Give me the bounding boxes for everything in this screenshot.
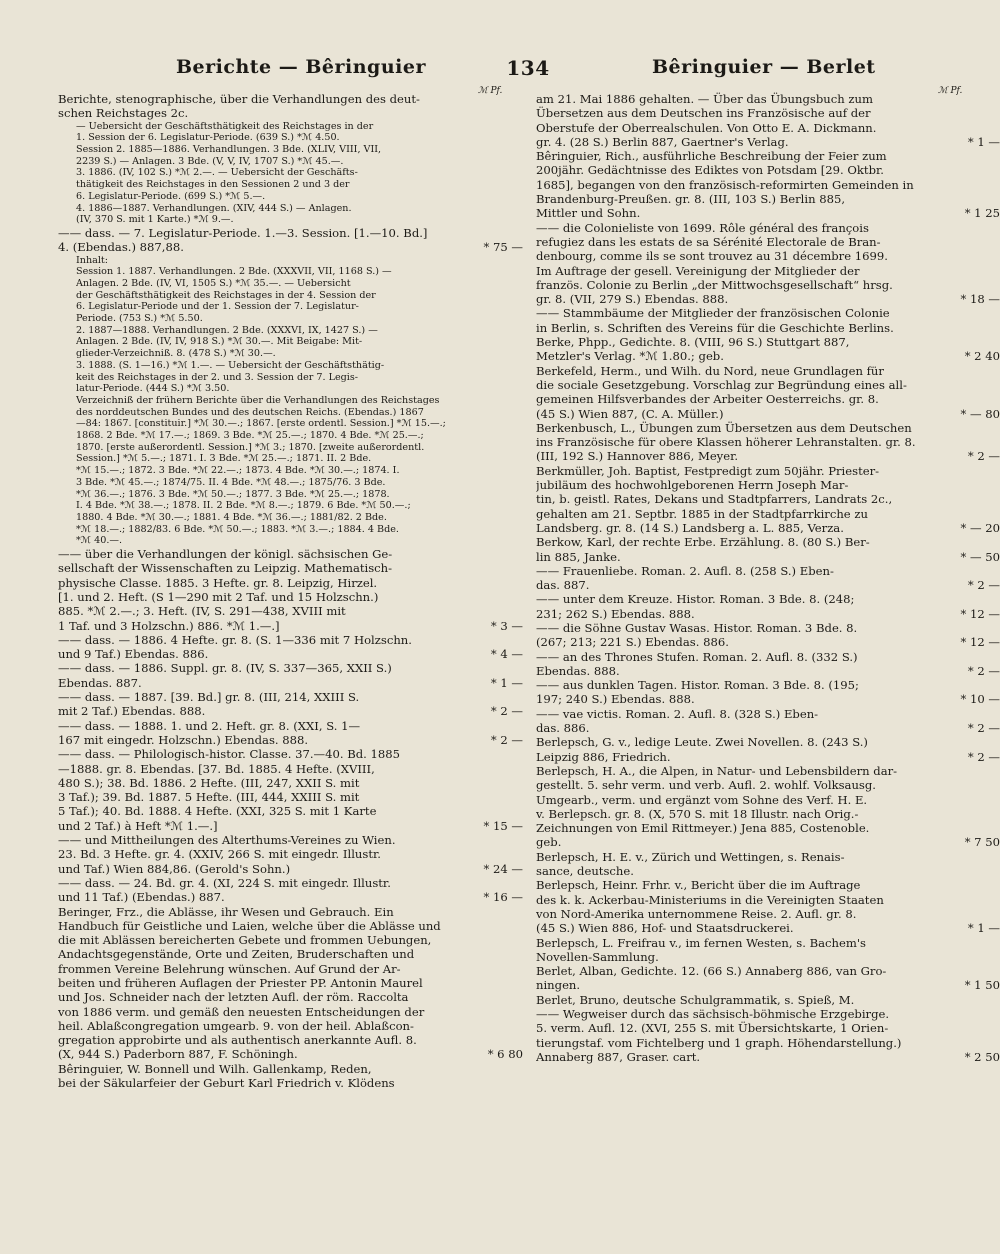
entry-line: (267; 213; 221 S.) Ebendas. 886. bbox=[536, 635, 729, 650]
entry-line: Ebendas. 887. bbox=[58, 675, 142, 690]
entry-line: 1868. 2 Bde. *ℳ 17.—.; 1869. 3 Bde. *ℳ 25.—.; 1870. 4 Bde. *ℳ 25.—.; bbox=[76, 430, 424, 442]
price: * 75 — bbox=[483, 240, 523, 255]
entry-line: lin 885, Janke. bbox=[536, 549, 621, 564]
entry-line: —— und Mittheilungen des Alterthums-Vereines zu Wien. bbox=[58, 833, 396, 848]
entry-line: 5 Taf.); 40. Bd. 1888. 4 Hefte. (XXI, 325 S. mit 1 Karte bbox=[58, 804, 377, 819]
entry-line: Bêringuier, Rich., ausführliche Beschreibung der Feier zum bbox=[536, 149, 887, 164]
entry-line: Bêringuier, W. Bonnell und Wilh. Gallenkamp, Reden, bbox=[58, 1061, 372, 1076]
price: * 2 40 bbox=[964, 349, 1000, 364]
entry-line: gemeinen Hilfsverbandes der Arbeiter Oesterreichs. gr. 8. bbox=[536, 392, 879, 407]
catalog-entry bbox=[536, 535, 1000, 564]
price: * 2 — bbox=[967, 749, 1000, 764]
price: * 6 80 bbox=[487, 1047, 523, 1062]
catalog-entry bbox=[58, 833, 523, 876]
price: * 2 — bbox=[967, 578, 1000, 593]
entry-line: Berichte, stenographische, über die Verhandlungen des deut- bbox=[58, 92, 420, 106]
entry-line: und 9 Taf.) Ebendas. 886. bbox=[58, 647, 209, 662]
entry-line: —1888. gr. 8. Ebendas. [37. Bd. 1885. 4 Hefte. (XVIII, bbox=[58, 761, 375, 776]
entry-line: 1685], begangen von den französisch-reformirten Gemeinden in bbox=[536, 177, 914, 192]
catalog-entry bbox=[536, 335, 1000, 364]
entry-line: (III, 192 S.) Hannover 886, Meyer. bbox=[536, 449, 739, 464]
entry-line: mit 2 Taf.) Ebendas. 888. bbox=[58, 704, 206, 719]
currency-unit-right: ℳ Pf. bbox=[938, 86, 963, 96]
price: * 7 50 bbox=[964, 835, 1000, 850]
entry-line: gestellt. 5. sehr verm. und verb. Aufl. 2. wohlf. Volksausg. bbox=[536, 778, 876, 793]
entry-line: refugiez dans les estats de sa Sérénité Electorale de Bran- bbox=[536, 234, 881, 249]
entry-line: 167 mit eingedr. Holzschn.) Ebendas. 888. bbox=[58, 732, 309, 747]
entry-line: —— aus dunklen Tagen. Histor. Roman. 3 Bde. 8. (195; bbox=[536, 678, 859, 693]
entry-line: die sociale Gesetzgebung. Vorschlag zur Begründung eines all- bbox=[536, 377, 907, 392]
entry-line: keit des Reichstages in der 2. und 3. Session der 7. Legis- bbox=[76, 371, 359, 383]
entry-line: Berlepsch, H. A., die Alpen, in Natur- und Lebensbildern dar- bbox=[536, 763, 898, 778]
price: * 12 — bbox=[960, 635, 1000, 650]
entry-line: —— Stammbäume der Mitglieder der französischen Colonie bbox=[536, 306, 890, 321]
entry-line: Berlet, Alban, Gedichte. 12. (66 S.) Annaberg 886, van Gro- bbox=[536, 964, 887, 979]
entry-line: die mit Ablässen bereicherten Gebete und frommen Uebungen, bbox=[58, 933, 432, 948]
entry-line: 200jähr. Gedächtnisse des Ediktes von Potsdam [29. Oktbr. bbox=[536, 163, 884, 178]
entry-line: [1. und 2. Heft. (S 1—290 mit 2 Taf. und 15 Holzschn.) bbox=[58, 589, 379, 604]
price: * 2 — bbox=[967, 449, 1000, 464]
entry-line: in Berlin, s. Schriften des Vereins für die Geschichte Berlins. bbox=[536, 320, 894, 335]
entry-line: 1870. [erste außerordentl. Session.] *ℳ 3.; 1870. [zweite außerordentl. bbox=[76, 441, 425, 453]
price: * 4 — bbox=[490, 647, 523, 662]
entry-line: Novellen-Sammlung. bbox=[536, 949, 659, 964]
running-head-left: Berichte — Bêringuier bbox=[176, 56, 426, 78]
catalog-entry bbox=[58, 905, 523, 1062]
entry-line: von 1886 verm. und gemäß den neuesten Entscheidungen der bbox=[58, 1004, 425, 1019]
entry-line: Verzeichniß der frühern Berichte über die Verhandlungen des Reichstages bbox=[76, 394, 440, 406]
entry-line: französ. Colonie zu Berlin „der Mittwochsgesellschaft“ hrsg. bbox=[536, 277, 893, 292]
entry-line: Berke, Phpp., Gedichte. 8. (VIII, 96 S.) Stuttgart 887, bbox=[536, 335, 850, 350]
catalog-entry bbox=[58, 547, 523, 633]
price: * 2 — bbox=[967, 721, 1000, 736]
page-number: 134 bbox=[506, 56, 550, 80]
entry-line: Landsberg. gr. 8. (14 S.) Landsberg a. L. 885, Verza. bbox=[536, 520, 844, 535]
entry-line: 1. Session der 6. Legislatur-Periode. (639 S.) *ℳ 4.50. bbox=[76, 132, 340, 144]
entry-line: Brandenburg-Preußen. gr. 8. (III, 103 S.) Berlin 885, bbox=[536, 192, 846, 207]
running-head-right: Bêringuier — Berlet bbox=[652, 56, 876, 78]
catalog-entry bbox=[536, 964, 1000, 993]
entry-line: ins Französische für obere Klassen höherer Lehranstalten. gr. 8. bbox=[536, 435, 916, 450]
entry-line: Berlepsch, H. E. v., Zürich und Wettingen, s. Renais- bbox=[536, 849, 845, 864]
entry-line: 4. 1886—1887. Verhandlungen. (XIV, 444 S.) — Anlagen. bbox=[76, 202, 352, 214]
entry-line: 1 Taf. und 3 Holzschn.) 886. *ℳ 1.—.] bbox=[58, 618, 280, 633]
price: * 10 — bbox=[960, 692, 1000, 707]
catalog-entry bbox=[58, 719, 523, 748]
entry-line: schen Reichstages 2c. bbox=[58, 106, 189, 121]
catalog-entry bbox=[536, 1007, 1000, 1064]
entry-line: und Taf.) Wien 884,86. (Gerold's Sohn.) bbox=[58, 861, 291, 876]
entry-line: das. 887. bbox=[536, 578, 590, 593]
entry-line: Inhalt: bbox=[76, 254, 109, 266]
entry-line: des norddeutschen Bundes und des deutschen Reichs. (Ebendas.) 1867 bbox=[76, 406, 424, 418]
price: * 1 — bbox=[967, 921, 1000, 936]
entry-line: 6. Legislatur-Periode und der 1. Session der 7. Legislatur- bbox=[76, 301, 359, 313]
catalog-entry bbox=[536, 420, 1000, 464]
entry-line: Metzler's Verlag. *ℳ 1.80.; geb. bbox=[536, 349, 724, 364]
catalog-entry bbox=[58, 255, 523, 548]
price: * 1 — bbox=[967, 134, 1000, 149]
entry-line: v. Berlepsch. gr. 8. (X, 570 S. mit 18 Illustr. nach Orig.- bbox=[536, 806, 859, 821]
entry-line: gregation approbirte und als authentisch anerkannte Aufl. 8. bbox=[58, 1033, 417, 1048]
price: * 16 — bbox=[483, 890, 523, 905]
entry-line: (IV, 370 S. mit 1 Karte.) *ℳ 9.—. bbox=[76, 214, 234, 226]
entry-line: 3. 1888. (S. 1—16.) *ℳ 1.—. — Uebersicht der Geschäftsthätig- bbox=[76, 359, 385, 371]
catalog-entry bbox=[58, 92, 523, 121]
entry-line: Berkmüller, Joh. Baptist, Festpredigt zum 50jähr. Priester- bbox=[536, 463, 880, 478]
entry-line: —— unter dem Kreuze. Histor. Roman. 3 Bde. 8. (248; bbox=[536, 592, 855, 607]
price: * 12 — bbox=[960, 606, 1000, 621]
entry-line: —— Wegweiser durch das sächsisch-böhmische Erzgebirge. bbox=[536, 1007, 890, 1021]
entry-line: Berkefeld, Herm., und Wilh. du Nord, neue Grundlagen für bbox=[536, 363, 884, 378]
entry-line: 3 Taf.); 39. Bd. 1887. 5 Hefte. (III, 444, XXIII S. mit bbox=[58, 790, 360, 805]
entry-line: (X, 944 S.) Paderborn 887, F. Schöningh. bbox=[58, 1047, 298, 1062]
entry-line: 3. 1886. (IV, 102 S.) *ℳ 2.—. — Uebersicht der Geschäfts- bbox=[76, 167, 358, 179]
entry-line: Im Auftrage der gesell. Vereinigung der Mitglieder der bbox=[536, 263, 860, 278]
entry-line: 2. 1887—1888. Verhandlungen. 2 Bde. (XXXVI, IX, 1427 S.) — bbox=[76, 324, 378, 336]
entry-line: heil. Ablaßcongregation umgearb. 9. von der heil. Ablaßcon- bbox=[58, 1018, 414, 1033]
catalog-entry bbox=[58, 226, 523, 255]
entry-line: Anlagen. 2 Bde. (IV, IV, 918 S.) *ℳ 30.—. Mit Beigabe: Mit- bbox=[76, 336, 363, 348]
entry-line: Handbuch für Geistliche und Laien, welche über die Ablässe und bbox=[58, 918, 441, 933]
catalog-entry bbox=[536, 706, 1000, 736]
catalog-entry bbox=[58, 876, 523, 905]
entry-line: Mittler und Sohn. bbox=[536, 206, 641, 221]
price: * 1 50 bbox=[964, 978, 1000, 993]
entry-line: Berlepsch, G. v., ledige Leute. Zwei Novellen. 8. (243 S.) bbox=[536, 735, 868, 750]
entry-line: bei der Säkularfeier der Geburt Karl Friedrich v. Klödens bbox=[58, 1076, 395, 1091]
entry-line: am 21. Mai 1886 gehalten. — Über das Übungsbuch zum bbox=[536, 92, 873, 106]
entry-line: Beringer, Frz., die Ablässe, ihr Wesen und Gebrauch. Ein bbox=[58, 904, 394, 919]
entry-line: —— dass. — 1888. 1. und 2. Heft. gr. 8. (XXI, S. 1— bbox=[58, 718, 361, 733]
catalog-entry bbox=[536, 620, 1000, 650]
entry-line: Berlet, Bruno, deutsche Schulgrammatik, s. Spieß, M. bbox=[536, 992, 855, 1007]
entry-line: Session 2. 1885—1886. Verhandlungen. 3 Bde. (XLIV, VIII, VII, bbox=[76, 144, 382, 155]
entry-line: gr. 8. (VII, 279 S.) Ebendas. 888. bbox=[536, 292, 729, 307]
entry-line: *ℳ 18.—.; 1882/83. 6 Bde. *ℳ 50.—.; 1883. *ℳ 3.—.; 1884. 4 Bde. bbox=[76, 523, 399, 535]
entry-line: Berlepsch, Heinr. Frhr. v., Bericht über die im Auftrage bbox=[536, 878, 861, 893]
entry-line: beiten und früheren Auflagen der Priester PP. Antonin Maurel bbox=[58, 976, 423, 990]
catalog-entry bbox=[536, 763, 1000, 850]
entry-line: —— dass. — 24. Bd. gr. 4. (XI, 224 S. mit eingedr. Illustr. bbox=[58, 875, 391, 890]
entry-line: Zeichnungen von Emil Rittmeyer.) Jena 885, Costenoble. bbox=[536, 821, 870, 836]
price: * — 20 bbox=[960, 520, 1000, 535]
entry-line: tierungstaf. vom Fichtelberg und 1 graph. Höhendarstellung.) bbox=[536, 1035, 902, 1050]
catalog-entry bbox=[536, 592, 1000, 621]
catalog-entry bbox=[536, 993, 936, 1007]
entry-line: der Geschäftsthätigkeit des Reichstages in der 4. Session der bbox=[76, 289, 376, 301]
entry-line: sance, deutsche. bbox=[536, 864, 634, 879]
price: * 3 — bbox=[490, 618, 523, 633]
catalog-entry bbox=[536, 92, 1000, 149]
catalog-entry bbox=[536, 678, 1000, 707]
entry-line: thätigkeit des Reichstages in den Sessionen 2 und 3 der bbox=[76, 179, 350, 191]
entry-line: denbourg, comme ils se sont trouvez au 31 décembre 1699. bbox=[536, 249, 888, 264]
entry-line: gehalten am 21. Septbr. 1885 in der Stadtpfarrkirche zu bbox=[536, 506, 868, 521]
entry-line: —— über die Verhandlungen der königl. sächsischen Ge- bbox=[58, 547, 393, 562]
entry-line: I. 4 Bde. *ℳ 38.—.; 1878. II. 2 Bde. *ℳ 8.—.; 1879. 6 Bde. *ℳ 50.—.; bbox=[76, 500, 411, 512]
price: * 18 — bbox=[960, 292, 1000, 307]
entry-line: sellschaft der Wissenschaften zu Leipzig. Mathematisch- bbox=[58, 561, 393, 576]
catalog-entry bbox=[536, 936, 936, 965]
catalog-entry bbox=[536, 878, 1000, 936]
entry-line: gr. 4. (28 S.) Berlin 887, Gaertner's Verlag. bbox=[536, 134, 789, 149]
entry-line: Session 1. 1887. Verhandlungen. 2 Bde. (XXXVII, VII, 1168 S.) — bbox=[76, 266, 392, 278]
left-column bbox=[58, 92, 523, 1090]
entry-line: 197; 240 S.) Ebendas. 888. bbox=[536, 692, 695, 707]
price: * 15 — bbox=[483, 818, 523, 833]
catalog-entry bbox=[536, 463, 1000, 535]
entry-line: —— die Colonieliste von 1699. Rôle général des françois bbox=[536, 220, 869, 235]
catalog-entry bbox=[536, 649, 1000, 679]
entry-line: Annaberg 887, Graser. cart. bbox=[536, 1049, 701, 1064]
entry-line: 1880. 4 Bde. *ℳ 30.—.; 1881. 4 Bde. *ℳ 36.—.; 1881/82. 2 Bde. bbox=[76, 511, 387, 523]
entry-line: Anlagen. 2 Bde. (IV, VI, 1505 S.) *ℳ 35.—. — Uebersicht bbox=[76, 277, 351, 289]
entry-line: —— dass. — 1886. 4 Hefte. gr. 8. (S. 1—336 mit 7 Holzschn. bbox=[58, 632, 412, 647]
entry-line: 2239 S.) — Anlagen. 3 Bde. (V, V, IV, 1707 S.) *ℳ 45.—. bbox=[76, 155, 344, 167]
entry-line: latur-Periode. (444 S.) *ℳ 3.50. bbox=[76, 383, 230, 395]
entry-line: —— dass. — 1886. Suppl. gr. 8. (IV, S. 337—365, XXII S.) bbox=[58, 661, 392, 676]
entry-line: 5. verm. Aufl. 12. (XVI, 255 S. mit Übersichtskarte, 1 Orien- bbox=[536, 1021, 889, 1036]
price: * 2 — bbox=[490, 704, 523, 719]
catalog-entry bbox=[58, 661, 523, 690]
entry-line: *ℳ 15.—.; 1872. 3 Bde. *ℳ 22.—.; 1873. 4 Bde. *ℳ 30.—.; 1874. I. bbox=[76, 465, 400, 477]
entry-line: Ebendas. 888. bbox=[536, 663, 620, 678]
price: * — 50 bbox=[960, 549, 1000, 564]
entry-line: Berkenbusch, L., Übungen zum Übersetzen aus dem Deutschen bbox=[536, 420, 912, 435]
price: * 2 — bbox=[967, 663, 1000, 678]
catalog-entry bbox=[536, 850, 936, 879]
entry-line: (45 S.) Wien 886, Hof- und Staatsdruckerei. bbox=[536, 921, 794, 936]
catalog-entry bbox=[536, 363, 1000, 421]
entry-line: —— vae victis. Roman. 2. Aufl. 8. (328 S.) Eben- bbox=[536, 706, 819, 721]
entry-line: und 11 Taf.) (Ebendas.) 887. bbox=[58, 890, 225, 905]
catalog-entry bbox=[536, 149, 1000, 221]
entry-line: von Nord-Amerika unternommene Reise. 2. Aufl. gr. 8. bbox=[536, 906, 857, 921]
entry-line: geb. bbox=[536, 835, 562, 850]
catalog-entry bbox=[58, 1062, 523, 1091]
entry-line: —— dass. — 1887. [39. Bd.] gr. 8. (III, 214, XXIII S. bbox=[58, 690, 360, 705]
entry-line: — Uebersicht der Geschäftsthätigkeit des Reichstages in der bbox=[76, 120, 374, 132]
entry-line: Umgearb., verm. und ergänzt vom Sohne des Verf. H. E. bbox=[536, 792, 868, 807]
entry-line: des k. k. Ackerbau-Ministeriums in die Vereinigten Staaten bbox=[536, 892, 884, 907]
catalog-entry bbox=[536, 563, 1000, 593]
catalog-entry bbox=[536, 220, 1000, 307]
entry-line: tin, b. geistl. Rates, Dekans und Stadtpfarrers, Landrats 2c., bbox=[536, 492, 893, 507]
entry-line: —— die Söhne Gustav Wasas. Histor. Roman. 3 Bde. 8. bbox=[536, 620, 858, 635]
catalog-entry bbox=[58, 690, 523, 719]
entry-line: ningen. bbox=[536, 978, 581, 993]
catalog-entry bbox=[536, 735, 1000, 764]
entry-line: —— an des Thrones Stufen. Roman. 2. Aufl. 8. (332 S.) bbox=[536, 649, 858, 664]
catalog-entry bbox=[58, 633, 523, 662]
catalog-entry bbox=[536, 306, 936, 335]
entry-line: 3 Bde. *ℳ 45.—.; 1874/75. II. 4 Bde. *ℳ 48.—.; 1875/76. 3 Bde. bbox=[76, 476, 386, 488]
entry-line: 4. (Ebendas.) 887,88. bbox=[58, 240, 184, 255]
right-column bbox=[536, 92, 1000, 1064]
entry-line: *ℳ 36.—.; 1876. 3 Bde. *ℳ 50.—.; 1877. 3 Bde. *ℳ 25.—.; 1878. bbox=[76, 488, 390, 500]
catalog-entry bbox=[58, 121, 523, 226]
entry-line: *ℳ 40.—. bbox=[76, 535, 123, 547]
entry-line: —— dass. — Philologisch-histor. Classe. 37.—40. Bd. 1885 bbox=[58, 747, 401, 762]
entry-line: 480 S.); 38. Bd. 1886. 2 Hefte. (III, 247, XXII S. mit bbox=[58, 775, 360, 790]
entry-line: —— Frauenliebe. Roman. 2. Aufl. 8. (258 S.) Eben- bbox=[536, 563, 834, 578]
entry-line: 23. Bd. 3 Hefte. gr. 4. (XXIV, 266 S. mit eingedr. Illustr. bbox=[58, 847, 381, 862]
entry-line: 6. Legislatur-Periode. (699 S.) *ℳ 5.—. bbox=[76, 190, 266, 202]
price: * 1 25 bbox=[964, 206, 1000, 221]
price: * 2 — bbox=[490, 732, 523, 747]
entry-line: physische Classe. 1885. 3 Hefte. gr. 8. Leipzig, Hirzel. bbox=[58, 575, 378, 590]
entry-line: —— dass. — 7. Legislatur-Periode. 1.—3. Session. [1.—10. Bd.] bbox=[58, 225, 428, 240]
price: * 2 50 bbox=[964, 1049, 1000, 1064]
entry-line: und Jos. Schneider nach der letzten Aufl. der röm. Raccolta bbox=[58, 990, 409, 1005]
entry-line: und 2 Taf.) à Heft *ℳ 1.—.] bbox=[58, 818, 218, 833]
entry-line: Leipzig 886, Friedrich. bbox=[536, 749, 671, 764]
entry-line: das. 886. bbox=[536, 721, 590, 736]
entry-line: (45 S.) Wien 887, (C. A. Müller.) bbox=[536, 406, 724, 421]
entry-line: Übersetzen aus dem Deutschen ins Französische auf der bbox=[536, 106, 871, 121]
entry-line: Berkow, Karl, der rechte Erbe. Erzählung. 8. (80 S.) Ber- bbox=[536, 535, 870, 550]
entry-line: glieder-Verzeichniß. 8. (478 S.) *ℳ 30.—. bbox=[76, 348, 276, 360]
entry-line: Oberstufe der Oberrealschulen. Von Otto E. A. Dickmann. bbox=[536, 120, 877, 135]
entry-line: 885. *ℳ 2.—.; 3. Heft. (IV, S. 291—438, XVIII mit bbox=[58, 604, 346, 619]
catalog-entry bbox=[58, 747, 523, 833]
price: * — 80 bbox=[960, 406, 1000, 421]
entry-line: Berlepsch, L. Freifrau v., im fernen Westen, s. Bachem's bbox=[536, 935, 866, 950]
entry-line: Andachtsgegenstände, Orte und Zeiten, Bruderschaften und bbox=[58, 947, 415, 962]
entry-line: frommen Vereine Belehrung wünschen. Auf Grund der Ar- bbox=[58, 961, 401, 976]
price: * 24 — bbox=[483, 861, 523, 876]
entry-line: jubiläum des hochwohlgeborenen Herrn Joseph Mar- bbox=[536, 478, 849, 493]
currency-unit-left: ℳ Pf. bbox=[478, 86, 503, 96]
entry-line: Session.] *ℳ 5.—.; 1871. I. 3 Bde. *ℳ 25.—.; 1871. II. 2 Bde. bbox=[76, 453, 372, 465]
entry-line: Periode. (753 S.) *ℳ 5.50. bbox=[76, 313, 203, 325]
price: * 1 — bbox=[490, 675, 523, 690]
entry-line: —84: 1867. [constituir.] *ℳ 30.—.; 1867. [erste ordentl. Session.] *ℳ 15.—.; bbox=[76, 418, 446, 430]
entry-line: 231; 262 S.) Ebendas. 888. bbox=[536, 606, 695, 621]
